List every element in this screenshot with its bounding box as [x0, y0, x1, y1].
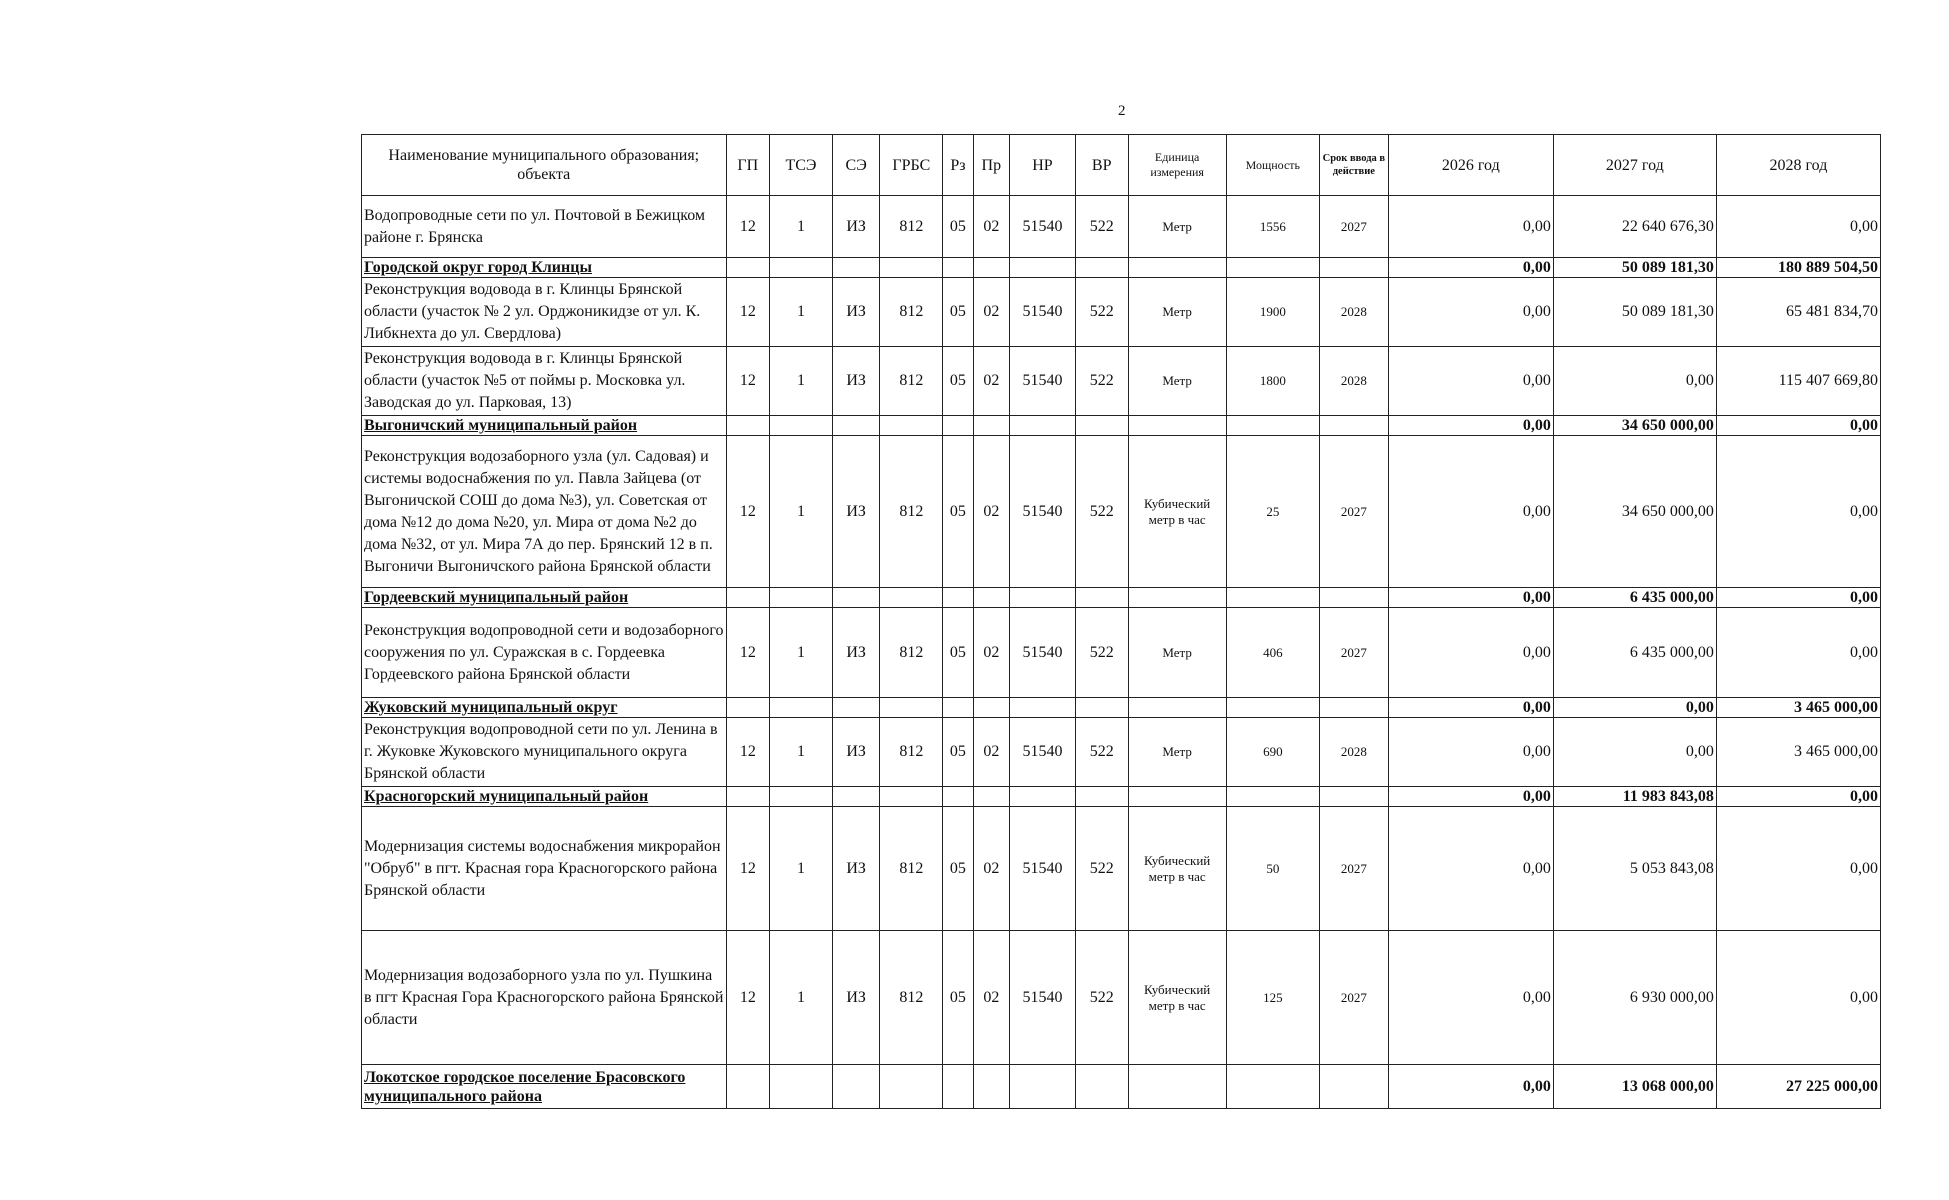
- cell-y2028: 0,00: [1716, 931, 1880, 1065]
- cell-gp: 12: [726, 196, 770, 258]
- cell-power: [1226, 588, 1319, 608]
- cell-y2027: 50 089 181,30: [1553, 278, 1716, 347]
- cell-vr: [1075, 787, 1128, 807]
- cell-pr: 02: [973, 436, 1009, 588]
- cell-power: 50: [1226, 807, 1319, 931]
- table-row: [362, 347, 1881, 416]
- cell-vr: 522: [1075, 196, 1128, 258]
- cell-unit: Кубический метр в час: [1128, 807, 1226, 931]
- cell-se: [832, 698, 880, 718]
- object-name: Реконструкция водовода в г. Клинцы Брянской области (участок № 2 ул. Орджоникидзе от ул. К. Либкнехта до ул. Свердлова): [362, 278, 727, 347]
- cell-y2028: 0,00: [1716, 807, 1880, 931]
- header-name: Наименование муниципального образования; объекта: [362, 135, 727, 196]
- object-name: Реконструкция водопроводной сети по ул. Ленина в г. Жуковке Жуковского муниципального округа Брянской области: [362, 718, 727, 787]
- cell-unit: [1128, 787, 1226, 807]
- cell-nr: 51540: [1010, 718, 1076, 787]
- cell-term: 2028: [1319, 347, 1388, 416]
- cell-y2028: 0,00: [1716, 436, 1880, 588]
- cell-tse: 1: [770, 196, 833, 258]
- header-tse: ТСЭ: [770, 135, 833, 196]
- cell-grbs: 812: [880, 931, 943, 1065]
- group-row: [362, 698, 1881, 718]
- cell-term: [1319, 588, 1388, 608]
- cell-unit: [1128, 1065, 1226, 1109]
- cell-y2027: 6 930 000,00: [1553, 931, 1716, 1065]
- cell-grbs: 812: [880, 278, 943, 347]
- cell-grbs: [880, 258, 943, 278]
- cell-grbs: 812: [880, 608, 943, 698]
- group-name: Локотское городское поселение Брасовского муниципального района: [362, 1065, 727, 1109]
- cell-y2026: 0,00: [1388, 416, 1553, 436]
- cell-nr: 51540: [1010, 278, 1076, 347]
- cell-y2028: 0,00: [1716, 787, 1880, 807]
- cell-nr: 51540: [1010, 931, 1076, 1065]
- cell-y2026: 0,00: [1388, 807, 1553, 931]
- cell-grbs: 812: [880, 436, 943, 588]
- cell-gp: [726, 787, 770, 807]
- cell-unit: Метр: [1128, 278, 1226, 347]
- header-2027: 2027 год: [1553, 135, 1716, 196]
- cell-rz: 05: [943, 436, 973, 588]
- cell-power: [1226, 416, 1319, 436]
- cell-se: [832, 787, 880, 807]
- cell-vr: 522: [1075, 347, 1128, 416]
- cell-se: ИЗ: [832, 278, 880, 347]
- cell-pr: 02: [973, 278, 1009, 347]
- cell-tse: 1: [770, 347, 833, 416]
- cell-y2027: 6 435 000,00: [1553, 588, 1716, 608]
- header-rz: Рз: [943, 135, 973, 196]
- group-name: Гордеевский муниципальный район: [362, 588, 727, 608]
- cell-grbs: [880, 787, 943, 807]
- cell-y2028: 180 889 504,50: [1716, 258, 1880, 278]
- cell-nr: [1010, 588, 1076, 608]
- object-name: Реконструкция водопроводной сети и водозаборного сооружения по ул. Суражская в с. Гордеевка Гордеевского района Брянской области: [362, 608, 727, 698]
- group-row: [362, 1065, 1881, 1109]
- cell-gp: 12: [726, 436, 770, 588]
- cell-rz: 05: [943, 608, 973, 698]
- cell-vr: [1075, 416, 1128, 436]
- cell-vr: 522: [1075, 436, 1128, 588]
- cell-term: 2027: [1319, 807, 1388, 931]
- cell-grbs: 812: [880, 718, 943, 787]
- cell-tse: 1: [770, 278, 833, 347]
- cell-vr: 522: [1075, 931, 1128, 1065]
- cell-tse: 1: [770, 436, 833, 588]
- cell-vr: [1075, 698, 1128, 718]
- cell-unit: [1128, 416, 1226, 436]
- cell-grbs: [880, 698, 943, 718]
- cell-unit: [1128, 588, 1226, 608]
- cell-power: 690: [1226, 718, 1319, 787]
- cell-y2028: 0,00: [1716, 588, 1880, 608]
- cell-grbs: 812: [880, 196, 943, 258]
- cell-y2028: 115 407 669,80: [1716, 347, 1880, 416]
- cell-term: 2028: [1319, 278, 1388, 347]
- cell-y2026: 0,00: [1388, 718, 1553, 787]
- cell-y2026: 0,00: [1388, 258, 1553, 278]
- page-number: 2: [1118, 103, 1126, 119]
- cell-unit: Метр: [1128, 608, 1226, 698]
- table-row: [362, 608, 1881, 698]
- cell-power: [1226, 1065, 1319, 1109]
- cell-tse: 1: [770, 931, 833, 1065]
- cell-rz: [943, 416, 973, 436]
- cell-vr: 522: [1075, 718, 1128, 787]
- cell-pr: 02: [973, 718, 1009, 787]
- cell-tse: [770, 1065, 833, 1109]
- cell-nr: 51540: [1010, 196, 1076, 258]
- cell-gp: [726, 1065, 770, 1109]
- cell-unit: [1128, 258, 1226, 278]
- table-row: [362, 807, 1881, 931]
- cell-power: 406: [1226, 608, 1319, 698]
- cell-pr: 02: [973, 807, 1009, 931]
- header-nr: НР: [1010, 135, 1076, 196]
- cell-nr: 51540: [1010, 347, 1076, 416]
- cell-nr: [1010, 787, 1076, 807]
- cell-pr: [973, 416, 1009, 436]
- cell-y2026: 0,00: [1388, 931, 1553, 1065]
- cell-rz: [943, 588, 973, 608]
- cell-y2027: 0,00: [1553, 718, 1716, 787]
- cell-gp: [726, 416, 770, 436]
- cell-term: 2027: [1319, 196, 1388, 258]
- cell-y2027: 13 068 000,00: [1553, 1065, 1716, 1109]
- cell-grbs: [880, 588, 943, 608]
- header-pr: Пр: [973, 135, 1009, 196]
- cell-term: [1319, 416, 1388, 436]
- cell-gp: 12: [726, 807, 770, 931]
- table-row: [362, 436, 1881, 588]
- cell-y2026: 0,00: [1388, 608, 1553, 698]
- cell-rz: 05: [943, 347, 973, 416]
- header-vr: ВР: [1075, 135, 1128, 196]
- cell-y2027: 22 640 676,30: [1553, 196, 1716, 258]
- cell-y2028: 0,00: [1716, 416, 1880, 436]
- cell-pr: [973, 698, 1009, 718]
- cell-vr: [1075, 588, 1128, 608]
- cell-unit: Метр: [1128, 196, 1226, 258]
- cell-nr: 51540: [1010, 436, 1076, 588]
- cell-y2026: 0,00: [1388, 347, 1553, 416]
- cell-gp: 12: [726, 718, 770, 787]
- cell-y2027: 5 053 843,08: [1553, 807, 1716, 931]
- cell-unit: [1128, 698, 1226, 718]
- cell-term: [1319, 1065, 1388, 1109]
- cell-se: ИЗ: [832, 931, 880, 1065]
- cell-grbs: [880, 1065, 943, 1109]
- cell-pr: 02: [973, 196, 1009, 258]
- cell-vr: 522: [1075, 807, 1128, 931]
- cell-rz: 05: [943, 278, 973, 347]
- cell-power: 25: [1226, 436, 1319, 588]
- cell-gp: [726, 698, 770, 718]
- cell-nr: [1010, 698, 1076, 718]
- table-row: [362, 278, 1881, 347]
- group-row: [362, 588, 1881, 608]
- header-power: Мощность: [1226, 135, 1319, 196]
- cell-gp: 12: [726, 347, 770, 416]
- header-2026: 2026 год: [1388, 135, 1553, 196]
- cell-rz: [943, 1065, 973, 1109]
- cell-se: ИЗ: [832, 807, 880, 931]
- cell-rz: [943, 258, 973, 278]
- group-name: Городской округ город Клинцы: [362, 258, 727, 278]
- cell-tse: 1: [770, 807, 833, 931]
- object-name: Реконструкция водовода в г. Клинцы Брянской области (участок №5 от поймы р. Московка ул. Заводская до ул. Парковая, 13): [362, 347, 727, 416]
- cell-tse: [770, 258, 833, 278]
- group-name: Выгоничский муниципальный район: [362, 416, 727, 436]
- cell-pr: 02: [973, 347, 1009, 416]
- cell-pr: [973, 258, 1009, 278]
- object-name: Реконструкция водозаборного узла (ул. Садовая) и системы водоснабжения по ул. Павла Зайцева (от Выгоничской СОШ до дома №3), ул. Советская от дома №12 до дома №20, ул. Мира от дома №2 до дома №32, от ул. Мира 7А до пер. Брянский 12 в п. Выгоничи Выгоничского района Брянской области: [362, 436, 727, 588]
- cell-unit: Кубический метр в час: [1128, 436, 1226, 588]
- cell-y2027: 6 435 000,00: [1553, 608, 1716, 698]
- cell-vr: 522: [1075, 608, 1128, 698]
- cell-gp: [726, 588, 770, 608]
- cell-power: [1226, 787, 1319, 807]
- cell-pr: [973, 1065, 1009, 1109]
- cell-y2027: 0,00: [1553, 347, 1716, 416]
- cell-power: 125: [1226, 931, 1319, 1065]
- header-2028: 2028 год: [1716, 135, 1880, 196]
- table-row: [362, 931, 1881, 1065]
- cell-tse: [770, 588, 833, 608]
- cell-grbs: 812: [880, 807, 943, 931]
- cell-pr: 02: [973, 931, 1009, 1065]
- cell-tse: [770, 787, 833, 807]
- group-row: [362, 787, 1881, 807]
- cell-unit: Метр: [1128, 347, 1226, 416]
- cell-term: 2027: [1319, 436, 1388, 588]
- cell-term: [1319, 698, 1388, 718]
- cell-term: 2028: [1319, 718, 1388, 787]
- cell-gp: 12: [726, 608, 770, 698]
- cell-y2027: 50 089 181,30: [1553, 258, 1716, 278]
- cell-tse: [770, 698, 833, 718]
- cell-power: 1900: [1226, 278, 1319, 347]
- cell-y2026: 0,00: [1388, 278, 1553, 347]
- cell-rz: 05: [943, 718, 973, 787]
- cell-term: 2027: [1319, 608, 1388, 698]
- cell-rz: [943, 698, 973, 718]
- cell-gp: [726, 258, 770, 278]
- cell-y2026: 0,00: [1388, 1065, 1553, 1109]
- investment-table: [361, 134, 1881, 1109]
- cell-nr: 51540: [1010, 807, 1076, 931]
- cell-pr: 02: [973, 608, 1009, 698]
- cell-grbs: 812: [880, 347, 943, 416]
- cell-gp: 12: [726, 278, 770, 347]
- cell-vr: [1075, 1065, 1128, 1109]
- cell-tse: 1: [770, 608, 833, 698]
- cell-power: [1226, 698, 1319, 718]
- cell-tse: 1: [770, 718, 833, 787]
- header-grbs: ГРБС: [880, 135, 943, 196]
- cell-se: ИЗ: [832, 347, 880, 416]
- header-se: СЭ: [832, 135, 880, 196]
- cell-y2026: 0,00: [1388, 787, 1553, 807]
- table-row: [362, 718, 1881, 787]
- cell-se: [832, 258, 880, 278]
- group-name: Красногорский муниципальный район: [362, 787, 727, 807]
- object-name: Модернизация водозаборного узла по ул. Пушкина в пгт Красная Гора Красногорского района Брянской области: [362, 931, 727, 1065]
- cell-se: [832, 416, 880, 436]
- cell-term: [1319, 258, 1388, 278]
- object-name: Модернизация системы водоснабжения микрорайон "Обруб" в пгт. Красная гора Красногорского района Брянской области: [362, 807, 727, 931]
- cell-y2027: 11 983 843,08: [1553, 787, 1716, 807]
- cell-y2028: 3 465 000,00: [1716, 698, 1880, 718]
- cell-nr: 51540: [1010, 608, 1076, 698]
- table-row: [362, 196, 1881, 258]
- header-term: Срок ввода в действие: [1319, 135, 1388, 196]
- header-unit: Единица измерения: [1128, 135, 1226, 196]
- cell-nr: [1010, 1065, 1076, 1109]
- cell-y2026: 0,00: [1388, 588, 1553, 608]
- cell-se: ИЗ: [832, 196, 880, 258]
- cell-y2028: 0,00: [1716, 608, 1880, 698]
- cell-term: [1319, 787, 1388, 807]
- cell-se: [832, 588, 880, 608]
- cell-tse: [770, 416, 833, 436]
- group-name: Жуковский муниципальный округ: [362, 698, 727, 718]
- cell-se: ИЗ: [832, 608, 880, 698]
- group-row: [362, 416, 1881, 436]
- cell-y2028: 65 481 834,70: [1716, 278, 1880, 347]
- cell-y2026: 0,00: [1388, 698, 1553, 718]
- cell-rz: 05: [943, 807, 973, 931]
- cell-y2027: 34 650 000,00: [1553, 436, 1716, 588]
- group-row: [362, 258, 1881, 278]
- cell-power: [1226, 258, 1319, 278]
- cell-se: ИЗ: [832, 718, 880, 787]
- cell-unit: Метр: [1128, 718, 1226, 787]
- cell-y2028: 0,00: [1716, 196, 1880, 258]
- cell-rz: 05: [943, 196, 973, 258]
- cell-nr: [1010, 416, 1076, 436]
- cell-vr: 522: [1075, 278, 1128, 347]
- cell-y2026: 0,00: [1388, 196, 1553, 258]
- cell-grbs: [880, 416, 943, 436]
- cell-rz: 05: [943, 931, 973, 1065]
- object-name: Водопроводные сети по ул. Почтовой в Бежицком районе г. Брянска: [362, 196, 727, 258]
- cell-power: 1556: [1226, 196, 1319, 258]
- cell-rz: [943, 787, 973, 807]
- cell-y2028: 3 465 000,00: [1716, 718, 1880, 787]
- cell-pr: [973, 787, 1009, 807]
- cell-pr: [973, 588, 1009, 608]
- cell-power: 1800: [1226, 347, 1319, 416]
- cell-se: [832, 1065, 880, 1109]
- cell-gp: 12: [726, 931, 770, 1065]
- header-row: [362, 135, 1881, 196]
- cell-y2027: 0,00: [1553, 698, 1716, 718]
- cell-y2026: 0,00: [1388, 436, 1553, 588]
- cell-y2027: 34 650 000,00: [1553, 416, 1716, 436]
- cell-se: ИЗ: [832, 436, 880, 588]
- cell-unit: Кубический метр в час: [1128, 931, 1226, 1065]
- cell-y2028: 27 225 000,00: [1716, 1065, 1880, 1109]
- header-gp: ГП: [726, 135, 770, 196]
- cell-term: 2027: [1319, 931, 1388, 1065]
- cell-nr: [1010, 258, 1076, 278]
- cell-vr: [1075, 258, 1128, 278]
